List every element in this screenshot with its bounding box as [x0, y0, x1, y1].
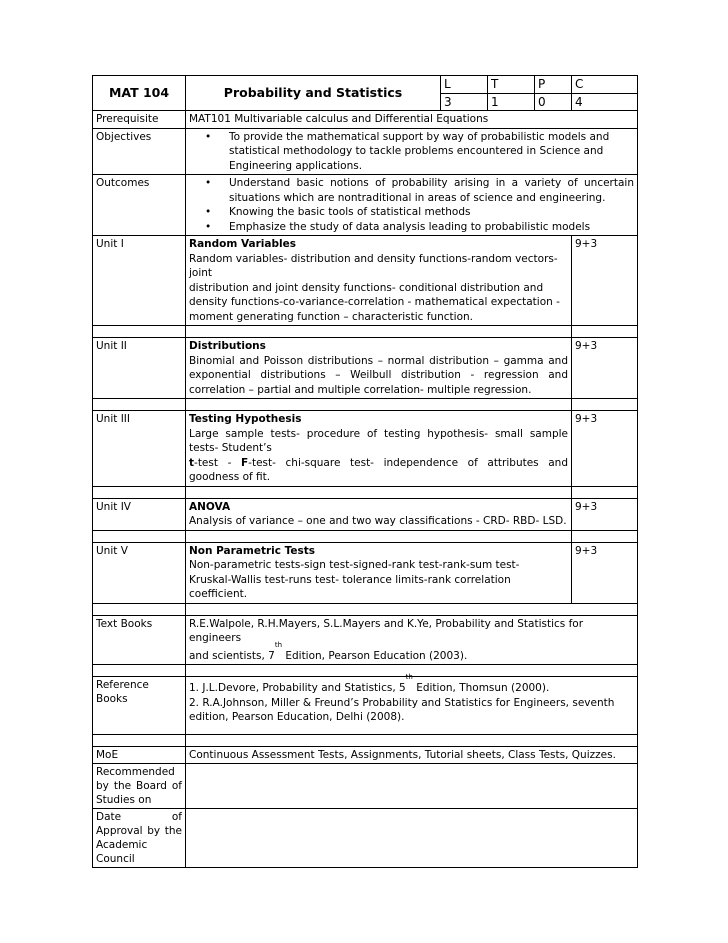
course-code: MAT 104	[93, 76, 186, 111]
unit-3-text-2	[189, 456, 568, 485]
objectives-list	[189, 130, 634, 174]
syllabus-table	[92, 75, 638, 868]
t-test-letter: t	[189, 456, 195, 469]
reference-1a: 1. J.L.Devore, Probability and Statistics, 5	[189, 682, 406, 694]
outcomes-cell	[186, 175, 638, 236]
unit-1-line: moment generating function – characteristic function.	[189, 310, 473, 323]
unit-5-content	[186, 542, 572, 603]
unit-5-line: Kruskal-Wallis test-runs test- tolerance limits-rank correlation coefficient.	[189, 573, 511, 600]
recommended-label: Recommended by the Board of Studies on	[93, 764, 186, 809]
outcomes-label: Outcomes	[93, 175, 186, 236]
unit-2-content	[186, 338, 572, 399]
unit-5-label: Unit V	[93, 542, 186, 603]
ltpc-value-t: 1	[488, 93, 535, 111]
text-book-line-2b: Edition, Pearson Education (2003).	[282, 649, 468, 662]
text-book-line-2	[189, 640, 634, 664]
objectives-label: Objectives	[93, 128, 186, 175]
ltpc-value-l: 3	[441, 93, 488, 111]
moe-label: MoE	[93, 746, 186, 764]
ltpc-label-p: P	[535, 76, 572, 94]
unit-1-content	[186, 236, 572, 326]
unit-1-line: distribution and joint density functions- conditional distribution and	[189, 281, 544, 294]
unit-2-title: Distributions	[189, 340, 266, 352]
unit-2-text: Binomial and Poisson distributions – normal distribution – gamma and exponential distributions – Weilbull distribution - regression and correlation – partial and multiple correlation- multiple regression.	[189, 354, 568, 396]
ltpc-label-c: C	[572, 76, 638, 94]
unit-1-line: density functions-co-variance-correlation - mathematical expectation -	[189, 296, 560, 308]
unit-4-text: Analysis of variance – one and two way classifications - CRD- RBD- LSD.	[189, 515, 567, 527]
unit-3-text-1: Large sample tests- procedure of testing hypothesis- small sample tests- Student’s	[189, 427, 568, 454]
recommended-value[interactable]	[186, 764, 638, 809]
course-title: Probability and Statistics	[186, 76, 441, 111]
unit-3-label: Unit III	[93, 411, 186, 487]
text-books-cell	[186, 615, 638, 665]
unit-5-credits: 9+3	[572, 542, 638, 603]
reference-1	[189, 673, 634, 696]
unit-4-content	[186, 498, 572, 530]
unit-2-credits: 9+3	[572, 338, 638, 399]
moe-text: Continuous Assessment Tests, Assignments, Tutorial sheets, Class Tests, Quizzes.	[186, 746, 638, 764]
unit-3-text-2a: -test -	[194, 456, 241, 469]
unit-4-title: ANOVA	[189, 500, 231, 513]
prerequisite-label: Prerequisite	[93, 111, 186, 129]
outcome-item: • Emphasize the study of data analysis leading to probabilistic models	[229, 220, 634, 235]
unit-1-credits: 9+3	[572, 236, 638, 326]
unit-1-title: Random Variables	[189, 238, 296, 250]
unit-2-label: Unit II	[93, 338, 186, 399]
unit-5-line: Non-parametric tests-sign test-signed-rank test-rank-sum test-	[189, 559, 520, 571]
unit-3-title: Testing Hypothesis	[189, 413, 302, 425]
outcome-item: • Knowing the basic tools of statistical methods	[229, 205, 634, 220]
unit-1-line: Random variables- distribution and density functions-random vectors-joint	[189, 252, 558, 279]
outcome-item: • Understand basic notions of probability arising in a variety of uncertain situations which are nontraditional in areas of science and engineering.	[229, 176, 634, 205]
approval-value[interactable]	[186, 809, 638, 868]
text-book-line-1: R.E.Walpole, R.H.Mayers, S.L.Mayers and K.Ye, Probability and Statistics for engineers	[189, 617, 584, 644]
unit-5-title: Non Parametric Tests	[189, 544, 316, 557]
unit-1-label: Unit I	[93, 236, 186, 326]
edition-superscript: th	[274, 640, 283, 649]
f-test-letter: F	[240, 456, 249, 469]
ltpc-label-t: T	[488, 76, 535, 94]
unit-3-text-2b: -test- chi-square test- independence of attributes and goodness of fit.	[189, 456, 569, 483]
text-books-label: Text Books	[93, 615, 186, 665]
ltpc-label-l: L	[441, 76, 488, 94]
ltpc-value-c: 4	[572, 93, 638, 111]
reference-books-label: Reference Books	[93, 677, 186, 735]
reference-edition-superscript: th	[405, 673, 413, 681]
approval-label: Date of Approval by the Academic Council	[93, 809, 186, 868]
unit-4-label: Unit IV	[93, 498, 186, 530]
syllabus-document	[92, 75, 637, 868]
unit-3-content	[186, 411, 572, 487]
reference-1b: Edition, Thomsun (2000).	[412, 682, 550, 694]
text-book-line-2a: and scientists, 7	[189, 649, 275, 662]
unit-3-credits: 9+3	[572, 411, 638, 487]
reference-2: 2. R.A.Johnson, Miller & Freund’s Probability and Statistics for Engineers, seventh edition, Pearson Education, Delhi (2008).	[189, 696, 615, 723]
objective-item: • To provide the mathematical support by way of probabilistic models and statistical methodology to tackle problems encountered in Science and Engineering applications.	[229, 130, 634, 174]
reference-books-cell	[186, 673, 638, 735]
ltpc-value-p: 0	[535, 93, 572, 111]
objectives-cell	[186, 128, 638, 175]
unit-4-credits: 9+3	[572, 498, 638, 530]
prerequisite-text: MAT101 Multivariable calculus and Differential Equations	[186, 111, 638, 129]
outcomes-list	[189, 176, 634, 234]
